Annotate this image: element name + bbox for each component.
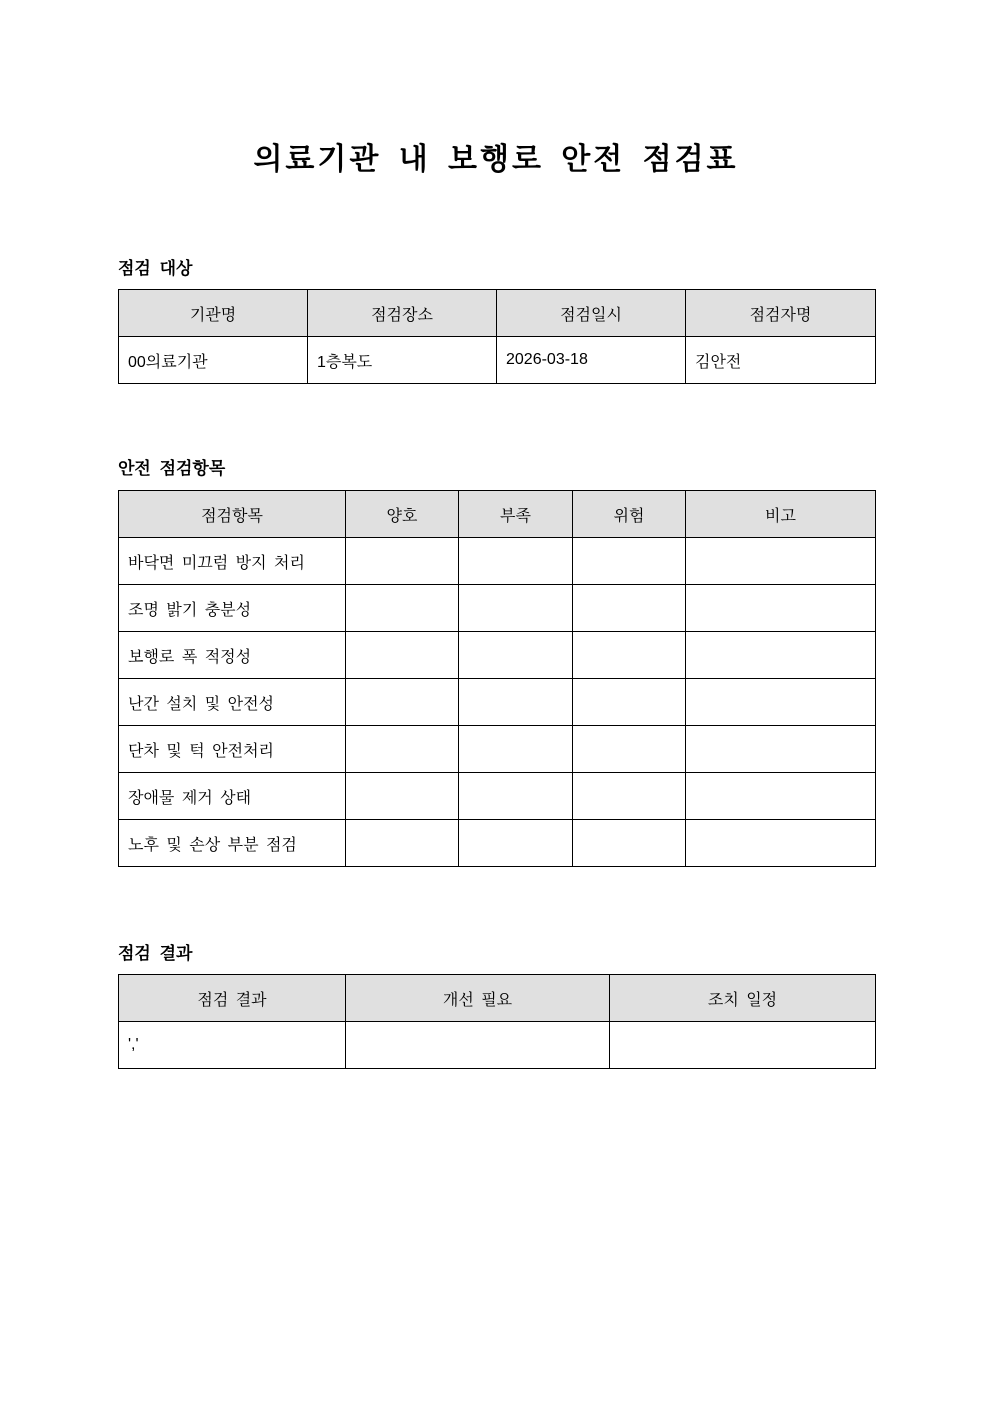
insufficient-cell[interactable] [459, 585, 573, 632]
item-label-cell: 단차 및 턱 안전처리 [119, 726, 346, 773]
result-table [118, 974, 876, 1069]
table-row [119, 820, 876, 867]
danger-cell[interactable] [573, 632, 686, 679]
remarks-cell[interactable] [686, 820, 876, 867]
danger-cell[interactable] [573, 679, 686, 726]
target-table [118, 289, 876, 384]
table-header-row [119, 975, 876, 1022]
header-cell: 점검장소 [308, 290, 497, 337]
remarks-cell[interactable] [686, 773, 876, 820]
header-cell: 기관명 [119, 290, 308, 337]
table-row [119, 632, 876, 679]
good-cell[interactable] [346, 632, 459, 679]
item-label-cell: 바닥면 미끄럼 방지 처리 [119, 538, 346, 585]
table-row [119, 679, 876, 726]
header-cell: 점검항목 [119, 491, 346, 538]
location-cell[interactable]: 1층복도 [308, 337, 497, 384]
header-cell: 조치 일정 [610, 975, 876, 1022]
table-header-row [119, 290, 876, 337]
header-cell: 비고 [686, 491, 876, 538]
danger-cell[interactable] [573, 538, 686, 585]
good-cell[interactable] [346, 679, 459, 726]
remarks-cell[interactable] [686, 726, 876, 773]
items-table [118, 490, 876, 867]
good-cell[interactable] [346, 820, 459, 867]
section-heading-result: 점검 결과 [118, 944, 193, 963]
header-cell: 점검 결과 [119, 975, 346, 1022]
header-cell: 양호 [346, 491, 459, 538]
table-row [119, 585, 876, 632]
good-cell[interactable] [346, 726, 459, 773]
good-cell[interactable] [346, 773, 459, 820]
item-label-cell: 난간 설치 및 안전성 [119, 679, 346, 726]
header-cell: 점검자명 [686, 290, 876, 337]
table-row [119, 726, 876, 773]
table-row [119, 337, 876, 384]
header-cell: 점검일시 [497, 290, 686, 337]
institution-cell[interactable]: 00의료기관 [119, 337, 308, 384]
schedule-cell[interactable] [610, 1022, 876, 1069]
insufficient-cell[interactable] [459, 632, 573, 679]
header-cell: 개선 필요 [346, 975, 610, 1022]
good-cell[interactable] [346, 538, 459, 585]
table-row [119, 773, 876, 820]
header-cell: 부족 [459, 491, 573, 538]
item-label-cell: 장애물 제거 상태 [119, 773, 346, 820]
table-row [119, 538, 876, 585]
item-label-cell: 조명 밝기 충분성 [119, 585, 346, 632]
insufficient-cell[interactable] [459, 679, 573, 726]
danger-cell[interactable] [573, 773, 686, 820]
date-cell[interactable]: 2026-03-18 [497, 337, 686, 384]
insufficient-cell[interactable] [459, 820, 573, 867]
item-label-cell: 노후 및 손상 부분 점검 [119, 820, 346, 867]
remarks-cell[interactable] [686, 538, 876, 585]
remarks-cell[interactable] [686, 585, 876, 632]
remarks-cell[interactable] [686, 679, 876, 726]
insufficient-cell[interactable] [459, 538, 573, 585]
section-heading-target: 점검 대상 [118, 259, 193, 278]
inspector-cell[interactable]: 김안전 [686, 337, 876, 384]
improvement-cell[interactable] [346, 1022, 610, 1069]
insufficient-cell[interactable] [459, 773, 573, 820]
remarks-cell[interactable] [686, 632, 876, 679]
section-heading-items: 안전 점검항목 [118, 459, 226, 478]
insufficient-cell[interactable] [459, 726, 573, 773]
danger-cell[interactable] [573, 820, 686, 867]
good-cell[interactable] [346, 585, 459, 632]
page-title: 의료기관 내 보행로 안전 점검표 [253, 143, 739, 176]
result-cell[interactable]: ',' [119, 1022, 346, 1069]
header-cell: 위험 [573, 491, 686, 538]
danger-cell[interactable] [573, 585, 686, 632]
table-row [119, 1022, 876, 1069]
table-header-row [119, 491, 876, 538]
item-label-cell: 보행로 폭 적정성 [119, 632, 346, 679]
danger-cell[interactable] [573, 726, 686, 773]
